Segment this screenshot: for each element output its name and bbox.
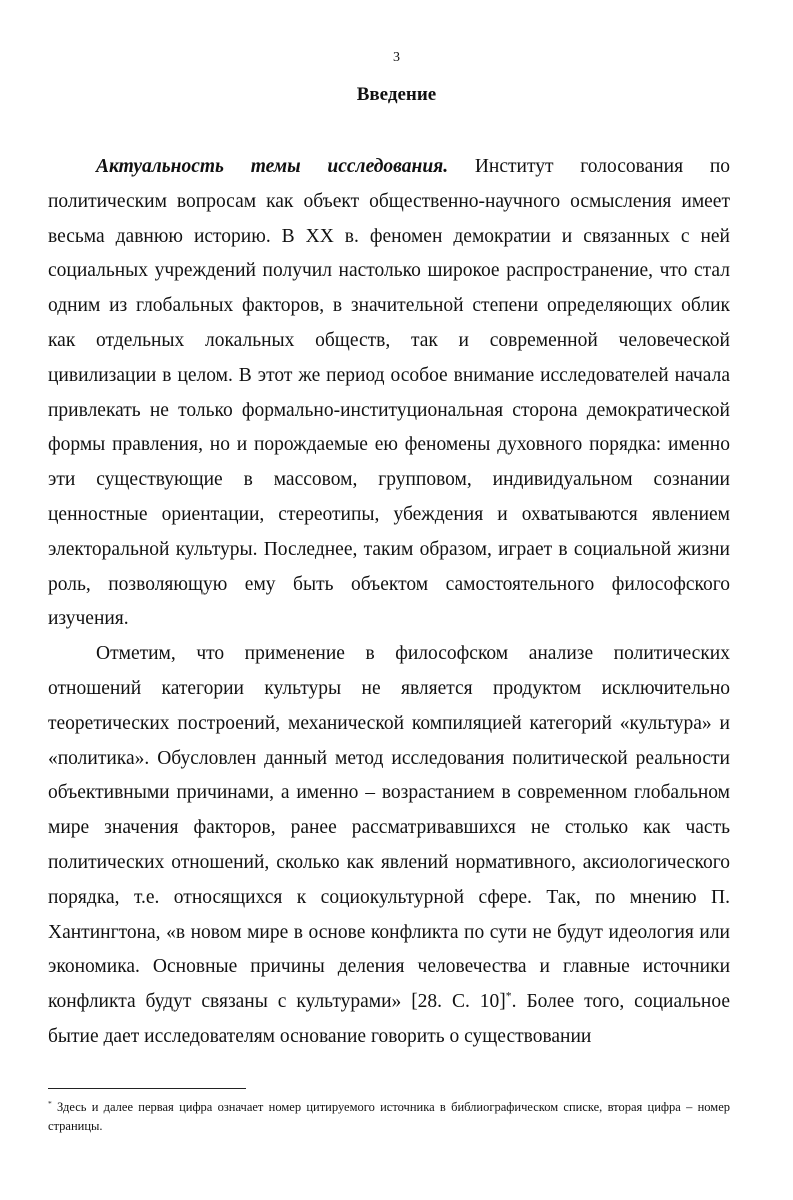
page-number: 3: [393, 50, 400, 65]
section-heading: Введение: [356, 84, 437, 105]
footnote-mark: *: [48, 1098, 52, 1108]
paragraph-text: . Более того, социальное бытие дает исследователям основание говорить о существовании: [48, 991, 730, 1047]
footnote-text: Здесь и далее первая цифра означает номер цитируемого источника в библиографическом списке, вторая цифра – номер страницы.: [48, 1100, 730, 1133]
paragraph-text: Институт голосования по политическим вопросам как объект общественно-научного осмысления имеет весьма давнюю историю. В XX в. феномен демократии и связанных с ней социальных учреждений получил настолько широкое распространение, что стал одним из глобальных факторов, в значительной степени определяющих облик как отдельных локальных обществ, так и современной человеческой цивилизации в целом. В этот же период особое внимание исследователей начала привлекать не только формально-институциональная сторона демократической формы правления, но и порождаемые ею феномены духовного порядка: именно эти существующие в массовом, групповом, индивидуальном сознании ценностные ориентации, стереотипы, убеждения и охватываются явлением электоральной культуры. Последнее, таким образом, играет в социальной жизни роль, позволяющую ему быть объектом самостоятельного философского изучения.: [48, 156, 730, 630]
footnote-reference[interactable]: *: [505, 989, 512, 1003]
footnote-divider: [48, 1088, 246, 1089]
paragraph-culture-politics: [48, 637, 730, 1055]
footnote: [48, 1098, 730, 1136]
paragraph-text: Отметим, что применение в философском анализе политических отношений категории культуры не является продуктом исключительно теоретических построений, механической компиляцией категорий «культура» и «политика». Обусловлен данный метод исследования политической реальности объективными причинами, а именно – возрастанием в современном глобальном мире значения факторов, ранее рассматривавшихся не столько как часть политических отношений, сколько как явлений нормативного, аксиологического порядка, т.е. относящихся к социокультурной сфере. Так, по мнению П. Хантингтона, «в новом мире в основе конфликта по сути не будут идеология или экономика. Основные причины деления человечества и главные источники конфликта будут связаны с культурами» [28. С. 10]: [48, 643, 730, 1013]
paragraph-lead: Актуальность темы исследования.: [96, 156, 449, 177]
body-text: [48, 150, 730, 1055]
paragraph-relevance: [48, 150, 730, 637]
